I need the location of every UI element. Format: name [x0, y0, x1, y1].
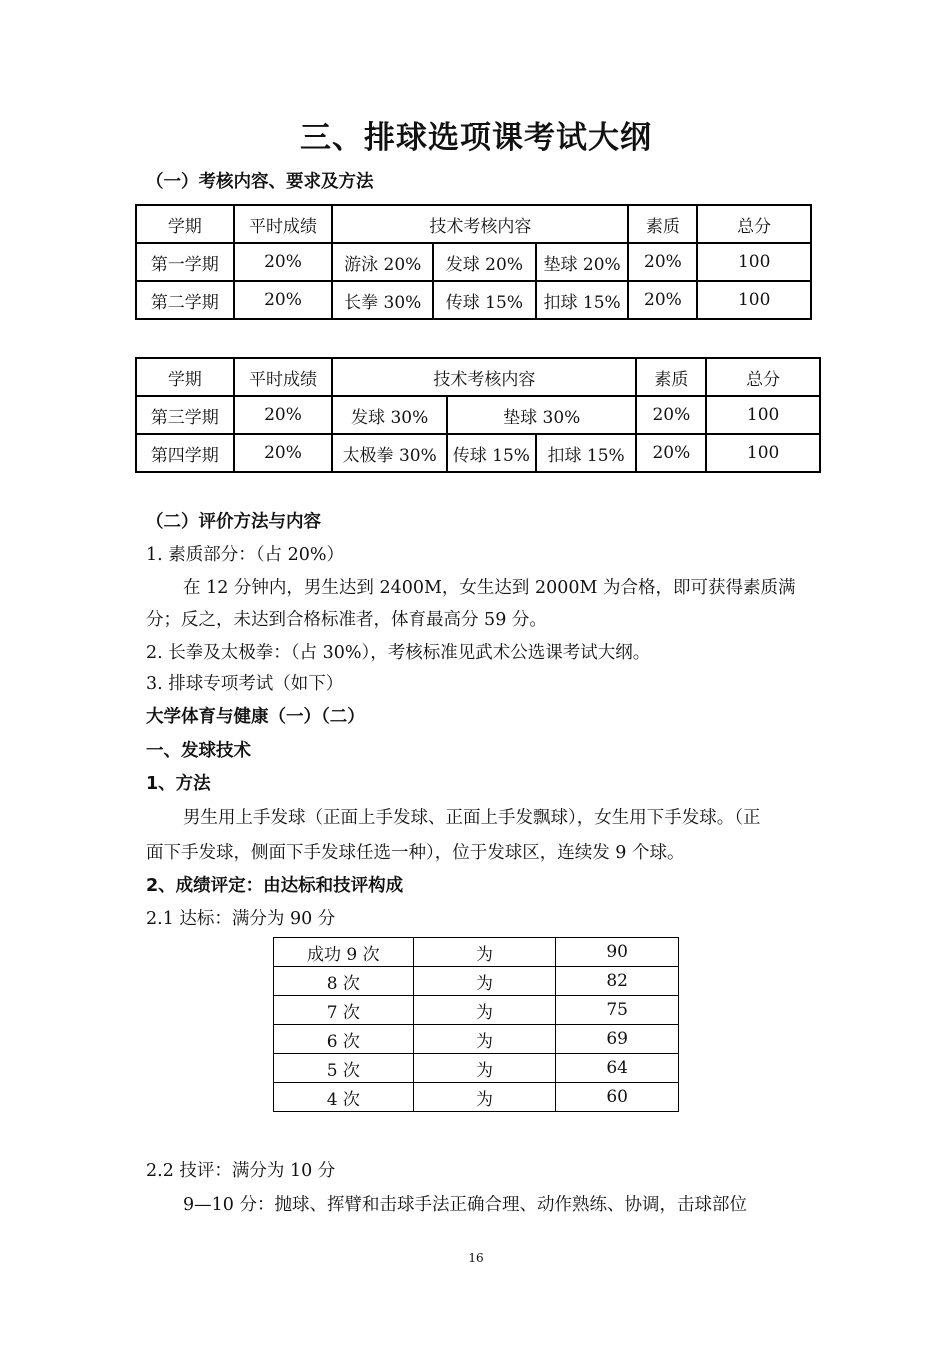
table-cell: 为: [413, 1025, 556, 1054]
table-row: [274, 1025, 679, 1054]
table-cell: 5 次: [274, 1054, 414, 1083]
grading-heading: 2、成绩评定：由达标和技评构成: [146, 876, 404, 896]
table-cell: 82: [556, 967, 679, 996]
table-cell: 64: [556, 1054, 679, 1083]
paragraph-line: 男生用上手发球（正面上手发球、正面上手发飘球），女生用下手发球。（正: [183, 808, 761, 828]
paragraph-line: 面下手发球，侧面下手发球任选一种），位于发球区，连续发 9 个球。: [146, 843, 685, 863]
table-cell: 素质: [628, 205, 697, 243]
table-cell: 75: [556, 996, 679, 1025]
table-row: [274, 967, 679, 996]
table-cell: 第一学期: [136, 243, 234, 281]
table-cell: 发球 20%: [433, 243, 536, 281]
table-cell: 为: [413, 1083, 556, 1112]
table-row: [136, 434, 820, 472]
table-cell: 素质: [636, 358, 706, 396]
table-cell: 第四学期: [136, 434, 234, 472]
table-cell: 为: [413, 996, 556, 1025]
table-cell: 第三学期: [136, 396, 234, 434]
table-cell: 为: [413, 938, 556, 967]
table-cell: 垫球 20%: [536, 243, 629, 281]
table-cell: 游泳 20%: [332, 243, 433, 281]
table-row: [136, 243, 811, 281]
serve-heading: 一、发球技术: [146, 741, 251, 761]
list-item: 3. 排球专项考试（如下）: [146, 674, 344, 694]
table-row: [136, 396, 820, 434]
tech-label: 2.2 技评：满分为 10 分: [146, 1161, 336, 1181]
table-cell: 8 次: [274, 967, 414, 996]
table-cell: 20%: [234, 434, 333, 472]
table-cell: 4 次: [274, 1083, 414, 1112]
table-cell: 20%: [234, 243, 333, 281]
table-header-row: [136, 358, 820, 396]
page-number: 16: [468, 1251, 484, 1265]
table-cell: 平时成绩: [234, 205, 333, 243]
table-row: [274, 1083, 679, 1112]
table-cell: 100: [706, 396, 820, 434]
table-cell: 90: [556, 938, 679, 967]
table-cell: 为: [413, 967, 556, 996]
course-title: 大学体育与健康（一）（二）: [146, 707, 365, 727]
table-cell: 长拳 30%: [332, 281, 433, 319]
section-heading-evaluation: （二）评价方法与内容: [146, 512, 321, 532]
table-cell: 为: [413, 1054, 556, 1083]
assessment-table-2: [135, 357, 821, 473]
table-cell: 扣球 15%: [536, 434, 637, 472]
table-cell: 总分: [697, 205, 811, 243]
table-cell: 60: [556, 1083, 679, 1112]
section-heading-assessment: （一）考核内容、要求及方法: [146, 172, 374, 192]
table-cell: 技术考核内容: [332, 358, 636, 396]
table-cell: 20%: [628, 281, 697, 319]
table-cell: 第二学期: [136, 281, 234, 319]
table-cell: 扣球 15%: [536, 281, 629, 319]
table-cell: 20%: [234, 281, 333, 319]
table-cell: 传球 15%: [447, 434, 536, 472]
table-cell: 69: [556, 1025, 679, 1054]
page-title: 三、排球选项课考试大纲: [300, 120, 652, 156]
table-cell: 太极拳 30%: [332, 434, 447, 472]
table-cell: 6 次: [274, 1025, 414, 1054]
table-row: [274, 938, 679, 967]
table-cell: 传球 15%: [433, 281, 536, 319]
table-cell: 100: [697, 243, 811, 281]
table-cell: 垫球 30%: [447, 396, 636, 434]
table-cell: 20%: [636, 396, 706, 434]
table-cell: 学期: [136, 358, 234, 396]
table-cell: 成功 9 次: [274, 938, 414, 967]
table-cell: 100: [706, 434, 820, 472]
table-cell: 平时成绩: [234, 358, 333, 396]
table-cell: 20%: [234, 396, 333, 434]
method-heading: 1、方法: [146, 774, 211, 794]
table-cell: 学期: [136, 205, 234, 243]
list-item: 1. 素质部分：（占 20%）: [146, 545, 344, 565]
table-row: [274, 1054, 679, 1083]
table-cell: 7 次: [274, 996, 414, 1025]
paragraph-line: 9—10 分：抛球、挥臂和击球手法正确合理、动作熟练、协调，击球部位: [183, 1195, 747, 1215]
table-cell: 20%: [628, 243, 697, 281]
score-table: [273, 937, 679, 1112]
table-cell: 总分: [706, 358, 820, 396]
table-row: [136, 281, 811, 319]
table-row: [274, 996, 679, 1025]
list-item: 2. 长拳及太极拳：（占 30%），考核标准见武术公选课考试大纲。: [146, 643, 651, 663]
table-cell: 技术考核内容: [332, 205, 628, 243]
paragraph-line: 在 12 分钟内，男生达到 2400M，女生达到 2000M 为合格，即可获得素质满: [183, 578, 796, 598]
standard-label: 2.1 达标：满分为 90 分: [146, 909, 336, 929]
table-header-row: [136, 205, 811, 243]
table-cell: 100: [697, 281, 811, 319]
table-cell: 20%: [636, 434, 706, 472]
assessment-table-1: [135, 204, 812, 320]
paragraph-line: 分；反之，未达到合格标准者，体育最高分 59 分。: [146, 610, 547, 630]
table-cell: 发球 30%: [332, 396, 447, 434]
